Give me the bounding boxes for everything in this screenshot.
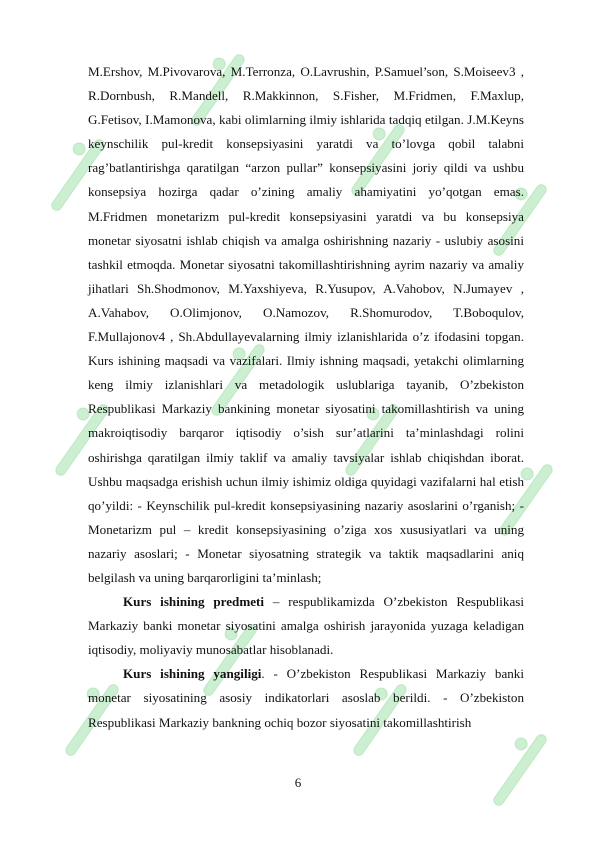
subject-heading: Kurs ishining predmeti [123, 594, 265, 610]
page-number: 6 [294, 775, 302, 790]
body-paragraph: M.Ershov, M.Pivovarova, M.Terronza, O.Lavrushin, P.Samuel’son, S.Moiseev3 , R.Dornbush, R.Mandell, R.Makkinnon, S.Fisher, M.Fridmen, F.Maxlup, G.Fetisov, I.Mamonova, kabi olimlarning ilmiy ishlarida tadqiq etilgan. J.M.Keyns keynschilik pul-kredit konsepsiyasini yaratdi va to’lovga qobil talabni rag’batlantirishga qaratilgan “arzon pullar” konsepsiyasini joriy qildi va ushbu konsepsiya hozirga qadar o’zining amaliy ahamiyatini yo’qotgan emas. M.Fridmen monetarizm pul-kredit konsepsiyasini yaratdi va bu konsepsiya monetar siyosatni ishlab chiqish va amalga oshirishning nazariy - uslubiy asosini tashkil etmoqda. Monetar siyosatni takomillashtirishning ayrim nazariy va amaliy jihatlari Sh.Shodmonov, M.Yaxshiyeva, R.Yusupov, A.Vahobov, N.Jumayev , A.Vahabov, O.Olimjonov, O.Namozov, R.Shomurodov, T.Boboqulov, F.Mullajonov4 , Sh.Abdullayevalarning ilmiy izlanishlarida o’z ifodasini topgan. Kurs ishining maqsadi va vazifalari. Ilmiy ishning maqsadi, yetakchi olimlarning keng ilmiy izlanishlari va metadologik uslublariga tayanib, O’zbekiston Respublikasi Markaziy bankining monetar siyosatini takomillashtirish va uning makroiqtisodiy barqaror iqtisodiy o’sish sur’atlarini ta’minlashdagi rolini oshirishga qaratilgan ilmiy taklif va amaliy tavsiyalar ishlab chiqishdan iborat. Ushbu maqsadga erishish uchun ilmiy ishimiz oldiga quyidagi vazifalarni hal etish qo’yildi: - Keynschilik pul-kredit konsepsiyasining nazariy asoslarini o’rganish; - Monetarizm pul – kredit konsepsiyasining o’ziga xos xususiyatlari va uning nazariy asoslari; - Monetar siyosatning strategik va taktik maqsadlarini aniq belgilash va uning barqarorligini ta’minlash; [88, 64, 524, 585]
page-body [88, 60, 524, 735]
novelty-heading: Kurs ishining yangiligi [123, 666, 262, 682]
novelty-text: . - O’zbekiston Respublikasi Markaziy banki monetar siyosatining asosiy indikatorlari asoslab berildi. - O’zbekiston Respublikasi Markaziy bankning ochiq bozor siyosatini takomillashtirish [88, 666, 524, 730]
subject-text: – respublikamizda O’zbekiston Respublikasi Markaziy banki monetar siyosatini amalga oshirish jarayonida yuzaga keladigan iqtisodiy, moliyaviy munosabatlar hisoblanadi. [88, 594, 524, 658]
novelty-paragraph [88, 662, 524, 734]
watermark-glyph [480, 724, 549, 807]
subject-paragraph [88, 590, 524, 662]
